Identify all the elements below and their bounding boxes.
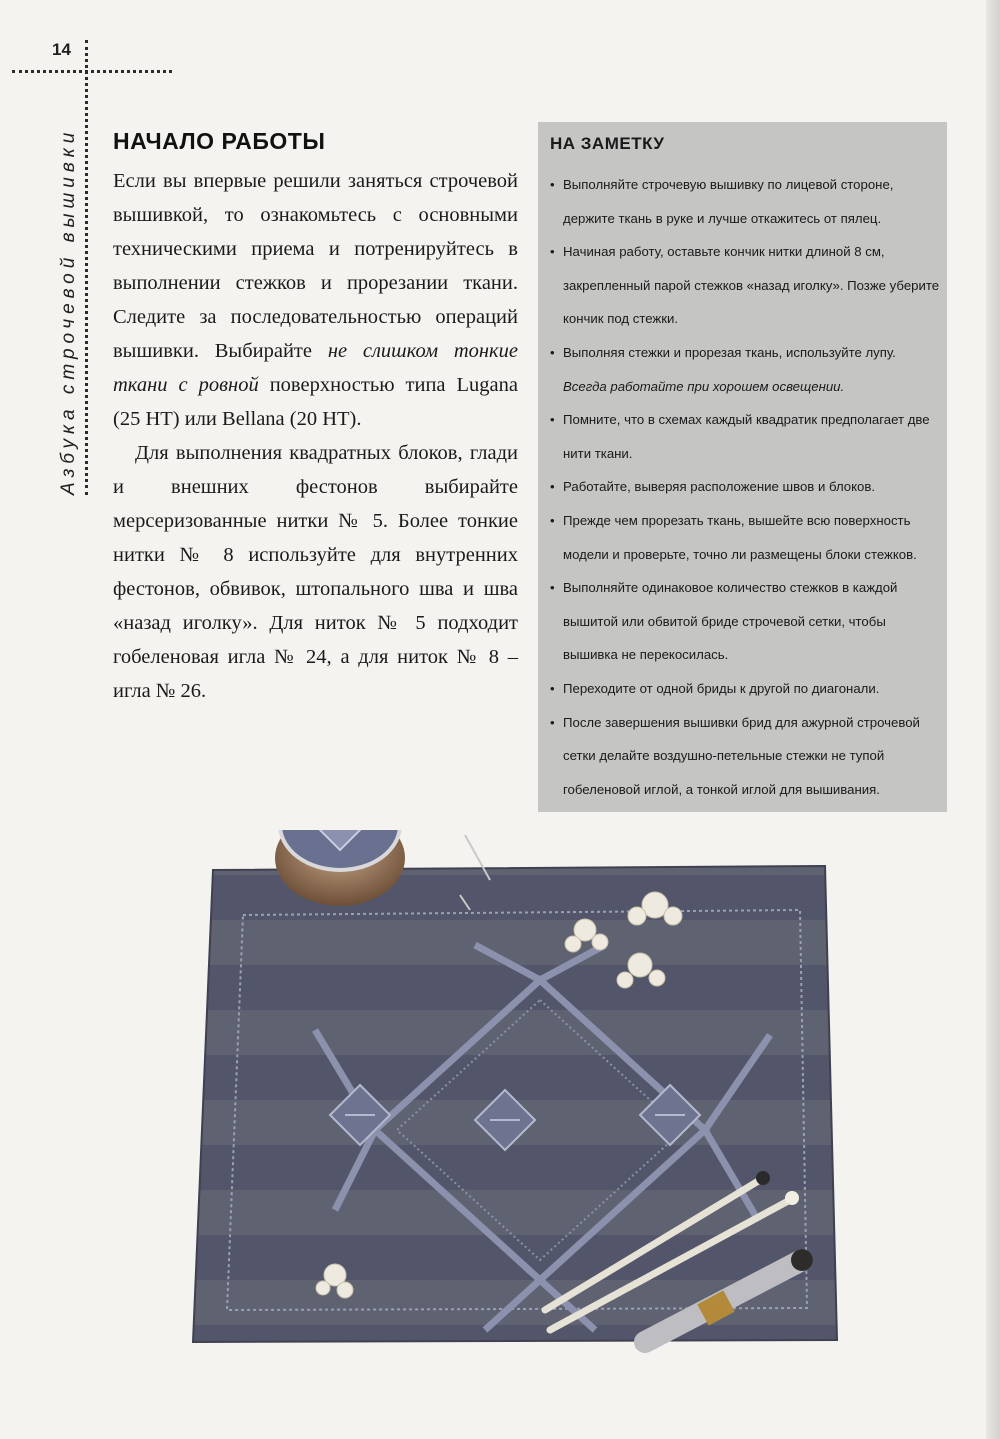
note-item: • Начиная работу, оставьте кончик нитки длиной 8 см, закрепленный парой стежков «назад иголку». Позже уберите кончик под стежки. — [550, 235, 942, 336]
note-italic-phrase: Всегда работайте при хорошем освещении. — [563, 378, 845, 394]
note-item: • После завершения вышивки брид для ажурной строчевой сетки делайте воздушно-петельные стежки не тупой гобеленовой иглой, а тонкой иглой для вышивания. — [550, 706, 942, 807]
embroidery-photo — [185, 830, 845, 1380]
page-number: 14 — [52, 40, 71, 59]
note-item: • Переходите от одной бриды к другой по диагонали. — [550, 672, 942, 706]
note-box — [538, 122, 947, 812]
note-item: • Выполняя стежки и прорезая ткань, используйте лупу. Всегда работайте при хорошем освещении. — [550, 336, 942, 403]
note-item: • Работайте, выверяя расположение швов и блоков. — [550, 470, 942, 504]
note-item: • Прежде чем прорезать ткань, вышейте всю поверхность модели и проверьте, точно ли размещены блоки стежков. — [550, 504, 942, 571]
italic-phrase: не слишком тонкие ткани с ровной — [113, 340, 518, 396]
dotted-rule-vertical — [85, 40, 88, 495]
article-heading: НАЧАЛО РАБОТЫ — [113, 128, 326, 154]
article-body — [113, 164, 518, 708]
note-item: • Выполняйте строчевую вышивку по лицевой стороне, держите ткань в руке и лучше откажитесь от пялец. — [550, 168, 942, 235]
section-title-vertical: Азбука строчевой вышивки — [58, 127, 79, 495]
note-item: • Выполняйте одинаковое количество стежков в каждой вышитой или обвитой бриде строчевой сетки, чтобы вышивка не перекосилась. — [550, 571, 942, 672]
note-item: • Помните, что в схемах каждый квадратик предполагает две нити ткани. — [550, 403, 942, 470]
note-title: НА ЗАМЕТКУ — [550, 134, 665, 153]
page-edge-shadow — [986, 0, 1000, 1439]
dotted-rule-horizontal — [12, 70, 172, 73]
note-list — [550, 168, 942, 806]
paragraph-1: Если вы впервые решили заняться строчевой вышивкой, то ознакомьтесь с основными техническими приема и потренируйтесь в выполнении стежков и прорезании ткани. Следите за последовательностью операций вышивки. Выбирайте не слишком тонкие ткани с ровной поверхностью типа Lugana (25 НТ) или Bellana (20 НТ). — [113, 170, 518, 430]
paragraph-2: Для выполнения квадратных блоков, глади и внешних фестонов выбирайте мерсеризованные нитки № 5. Более тонкие нитки № 8 используйте для внутренних фестонов, обвивок, штопального шва и шва «назад иголку». Для ниток № 5 подходит гобеленовая игла № 24, а для ниток № 8 – игла № 26. — [113, 442, 518, 702]
